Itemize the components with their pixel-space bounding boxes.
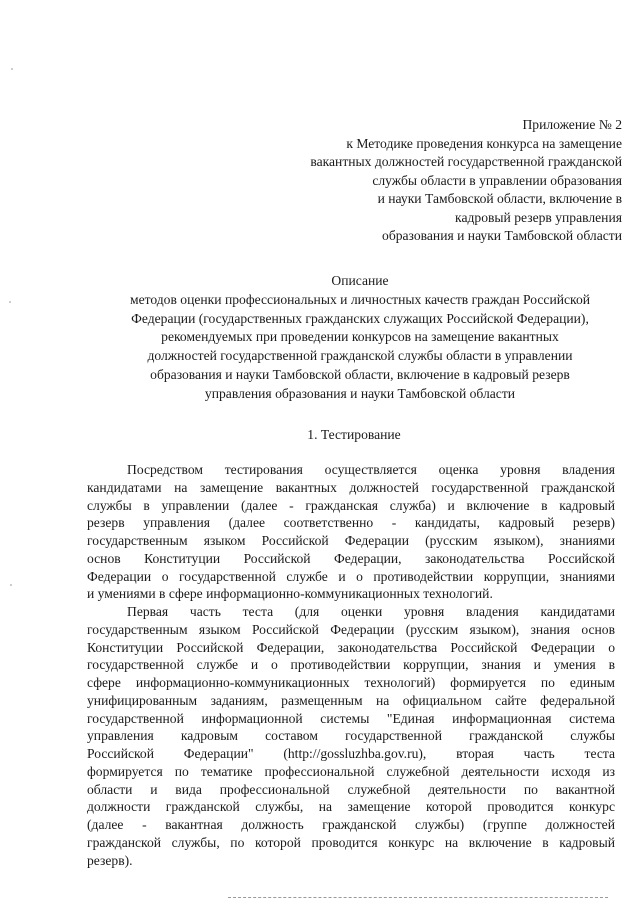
paragraph-line: Первая часть теста (для оценки уровня владения кандидатами <box>127 604 615 619</box>
title-line: Федерации (государственных гражданских служащих Российской Федерации), <box>131 310 589 326</box>
paragraph-line: государственным языком Российской Федерации (русским языком), знаниями <box>87 533 615 548</box>
title-line: должностей государственной гражданской службы области в управлении <box>147 348 573 364</box>
paragraph-line: гражданской службы, по которой проводится конкурс на включение в кадровый <box>87 834 615 850</box>
paragraph-line: Российской Федерации" (http://gossluzhba.gov.ru), вторая часть теста <box>87 746 615 761</box>
paragraph-line: и умениями в сфере информационно-коммуникационных технологий. <box>87 586 493 602</box>
paragraph-line: сфере информационно-коммуникационных технологий) формируется по единым <box>87 675 615 690</box>
appendix-line: и науки Тамбовской области, включение в <box>377 191 622 206</box>
appendix-line: Приложение № 2 <box>522 117 622 132</box>
paragraph-line: кандидатами на замещение вакантных должностей государственной гражданской <box>87 479 615 495</box>
appendix-line: кадровый резерв управления <box>455 209 622 225</box>
paragraph-line: службы в управлении (далее - гражданская служба) и включение в кадровый <box>87 497 615 513</box>
title-line: рекомендуемых при проведении конкурсов на замещение вакантных <box>161 329 559 345</box>
paragraph-line: государственной службе и о противодействии коррупции, знания и умения в <box>87 657 615 673</box>
paragraph-line: (далее - вакантная должность гражданской службы) (группе должностей <box>87 817 615 832</box>
title-line: управления образования и науки Тамбовской области <box>204 385 516 401</box>
appendix-line: образования и науки Тамбовской области <box>382 228 622 243</box>
paragraph-line: государственной информационной системы "Единая информационная система <box>87 710 615 726</box>
scan-speck <box>10 584 12 586</box>
paragraph-line: резерв). <box>87 852 133 868</box>
paragraph-line: Федерации о государственной службе и о противодействии коррупции, знаниями <box>87 568 615 584</box>
title-line: методов оценки профессиональных и личностных качеств граждан Российской <box>129 291 591 307</box>
paragraph-line: управления кадровым составом государственной гражданской службы <box>87 728 615 744</box>
paragraph-line: формируется по тематике профессиональной служебной деятельности исходя из <box>87 763 615 779</box>
appendix-line: к Методике проведения конкурса на замещение <box>346 135 622 151</box>
scan-speck <box>11 68 13 70</box>
title-heading: Описание <box>331 273 389 288</box>
paragraph-line: государственным языком Российской Федерации (русским языком), знания основ <box>87 621 615 637</box>
paragraph-line: резерв управления (далее соответственно - кандидаты, кадровый резерв) <box>87 515 615 531</box>
section-heading: 1. Тестирование <box>307 427 401 442</box>
paragraph-line: области и вида профессиональной служебной деятельности по вакантной <box>87 781 615 797</box>
appendix-line: вакантных должностей государственной гражданской <box>310 154 622 169</box>
paragraph-line: Посредством тестирования осуществляется оценка уровня владения <box>127 462 615 477</box>
paragraph-line: Конституции Российской Федерации, законодательства Российской Федерации о <box>87 639 615 655</box>
paragraph-line: основ Конституции Российской Федерации, законодательства Российской <box>87 550 615 566</box>
appendix-header <box>242 116 622 246</box>
document-title <box>70 272 640 404</box>
paragraph-line: унифицированным заданиям, размещенным на официальном сайте федеральной <box>87 692 615 708</box>
paragraph-line: должности гражданской службы, на замещение которой проводится конкурс <box>87 799 615 815</box>
scan-speck <box>9 301 11 303</box>
appendix-line: службы области в управлении образования <box>372 172 622 188</box>
footer-scan-edge <box>228 897 608 899</box>
body-paragraphs <box>87 461 615 869</box>
title-line: образования и науки Тамбовской области, включение в кадровый резерв <box>150 366 570 382</box>
